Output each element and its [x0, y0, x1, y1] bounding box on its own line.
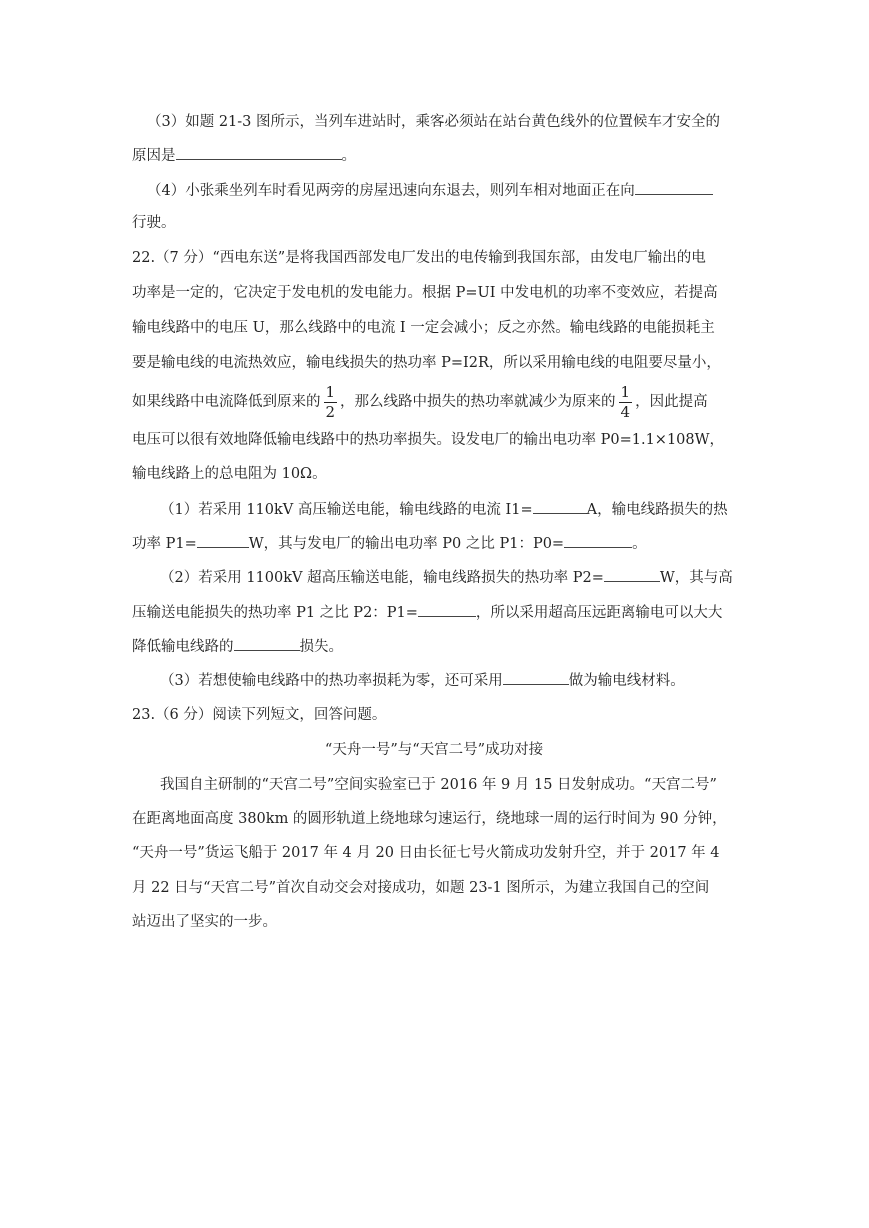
answer-blank-loss[interactable]: [234, 636, 300, 651]
text: W，其与高: [659, 570, 733, 586]
text: 做为输电线材料。: [568, 673, 685, 689]
text: ，那么线路中损失的热功率就减少为原来的: [340, 394, 616, 410]
q23-line1: 23.（6 分）阅读下列短文，回答问题。: [132, 707, 387, 723]
q22-sub2-line3: [132, 636, 343, 657]
text: 损失。: [299, 639, 343, 655]
q22-line1: 22.（7 分）“西电东送”是将我国西部发电厂发出的电传输到我国东部，由发电厂输出的电: [132, 250, 706, 266]
q22-line2: 功率是一定的，它决定于发电机的发电能力。根据 P=UI 中发电机的功率不变效应，若提高: [132, 285, 718, 301]
text: 。: [341, 148, 356, 164]
answer-blank[interactable]: [635, 180, 713, 195]
q22-sub1-line1: [160, 499, 728, 520]
q22-line7: 输电线路上的总电阻为 10Ω。: [132, 466, 327, 482]
q23-paragraph-line3: “天舟一号”货运飞船于 2017 年 4 月 20 日由长征七号火箭成功发射升空，并于 2017 年 4: [132, 845, 720, 861]
q22-line6: 电压可以很有效地降低输电线路中的热功率损失。设发电厂的输出电功率 P0=1.1×108W，: [132, 432, 725, 448]
answer-blank[interactable]: [176, 145, 342, 160]
q21-part4-line1: [147, 180, 713, 201]
text: A，输电线路损失的热: [586, 502, 728, 518]
q23-paragraph-line1: 我国自主研制的“天宫二号”空间实验室已于 2016 年 9 月 15 日发射成功。“天宫二号”: [160, 777, 717, 793]
fraction-numerator: 1: [620, 382, 631, 401]
q23-paragraph-line4: 月 22 日与“天宫二号”首次自动交会对接成功，如题 23-1 图所示，为建立我国自己的空间: [132, 880, 710, 896]
answer-blank-ratio[interactable]: [564, 533, 632, 548]
text: ，因此提高: [635, 394, 708, 410]
q22-sub2-line1: [160, 567, 733, 588]
fraction-one-quarter: [619, 382, 633, 421]
q22-sub2-line2: [132, 602, 722, 623]
text: 降低输电线路的: [132, 639, 234, 655]
text: （2）若采用 1100kV 超高压输送电能，输电线路损失的热功率 P2=: [160, 570, 604, 586]
text: 。: [632, 536, 647, 552]
q22-sub3: [160, 670, 685, 691]
text: 功率 P1=: [132, 536, 197, 552]
text: W，其与发电厂的输出电功率 P0 之比 P1：P0=: [248, 536, 565, 552]
fraction-denominator: 4: [620, 402, 631, 421]
fraction-one-half: [324, 382, 338, 421]
answer-blank-material[interactable]: [503, 670, 569, 685]
q22-line3: 输电线路中的电压 U，那么线路中的电流 I 一定会减小；反之亦然。输电线路的电能损耗主: [132, 320, 715, 336]
q21-part3-line2: [132, 145, 356, 166]
q23-paragraph-line5: 站迈出了坚实的一步。: [132, 914, 277, 930]
q22-sub1-line2: [132, 533, 647, 554]
text: 压输送电能损失的热功率 P1 之比 P2：P1=: [132, 605, 418, 621]
answer-blank-i1[interactable]: [533, 499, 587, 514]
text: 如果线路中电流降低到原来的: [132, 394, 321, 410]
q21-part3-line1: （3）如题 21-3 图所示，当列车进站时，乘客必须站在站台黄色线外的位置候车才安全的: [147, 114, 721, 130]
fraction-denominator: 2: [325, 402, 336, 421]
text: 原因是: [132, 148, 176, 164]
text: ，所以采用超高压远距离输电可以大大: [475, 605, 723, 621]
text: （4）小张乘坐列车时看见两旁的房屋迅速向东退去，则列车相对地面正在向: [147, 183, 635, 199]
fraction-numerator: 1: [325, 382, 336, 401]
q22-line5: [132, 380, 708, 424]
q21-part4-line2: 行驶。: [132, 215, 176, 231]
answer-blank-p2-p1[interactable]: [418, 602, 476, 617]
answer-blank-p1[interactable]: [197, 533, 249, 548]
q22-line4: 要是输电线的电流热效应，输电线损失的热功率 P=I2R，所以采用输电线的电阻要尽量小，: [132, 355, 721, 371]
q23-article-title: “天舟一号”与“天宫二号”成功对接: [324, 742, 544, 758]
answer-blank-p2[interactable]: [604, 567, 660, 582]
text: （1）若采用 110kV 高压输送电能，输电线路的电流 I1=: [160, 502, 533, 518]
text: （3）若想使输电线路中的热功率损耗为零，还可采用: [160, 673, 503, 689]
q23-paragraph-line2: 在距离地面高度 380km 的圆形轨道上绕地球匀速运行，绕地球一周的运行时间为 90 分钟，: [132, 811, 727, 827]
